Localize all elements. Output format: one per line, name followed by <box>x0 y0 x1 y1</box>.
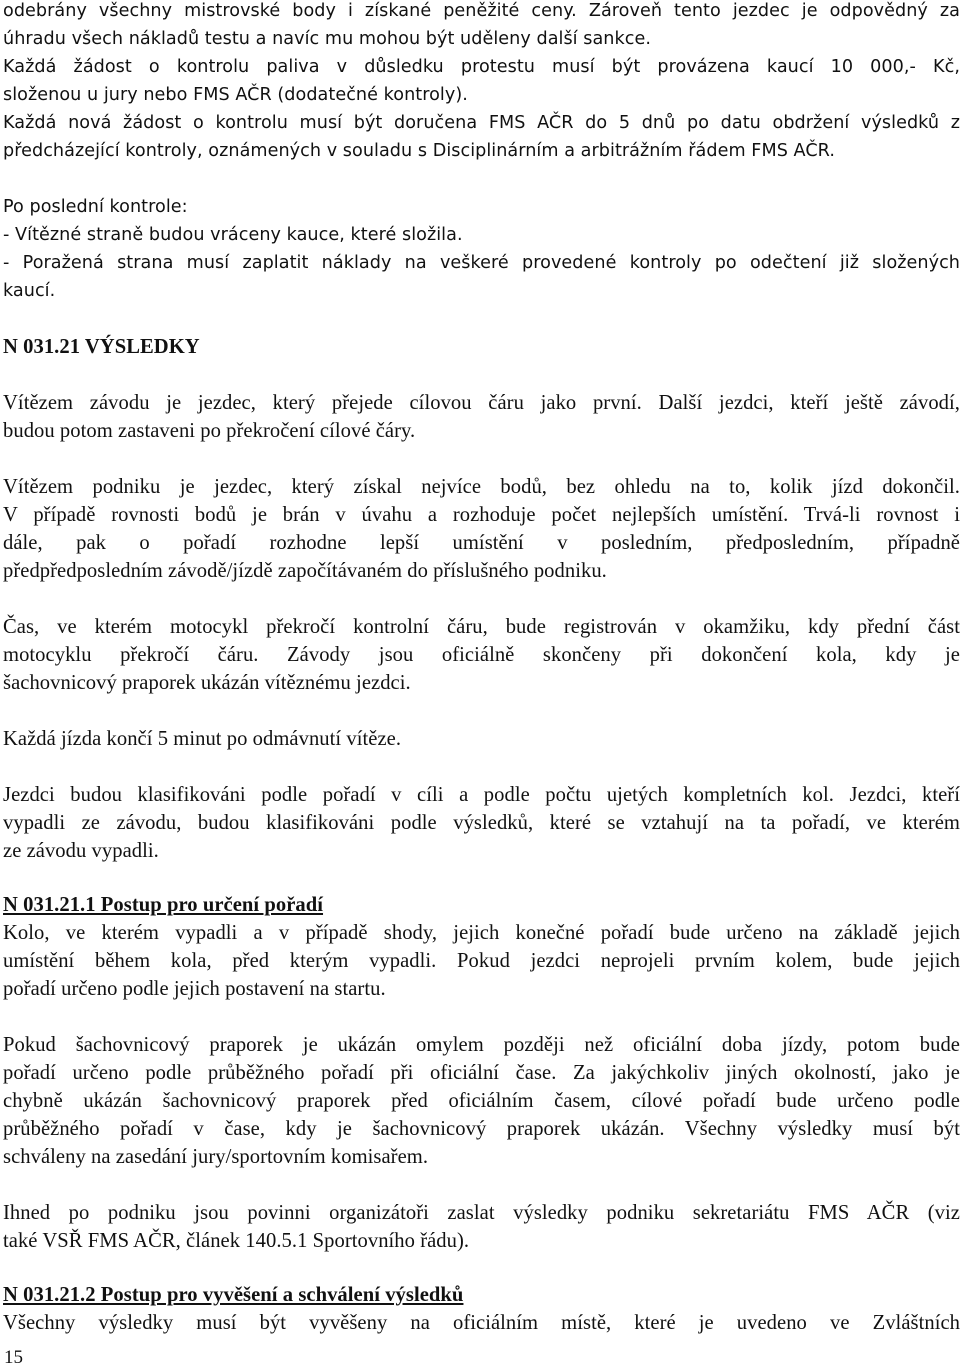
body-text-line: kaucí. <box>3 281 56 301</box>
body-text-line: složenou u jury nebo FMS AČR (dodatečné kontroly). <box>3 85 468 105</box>
body-text-line: pořadí určeno podle průběžného pořadí při oficiální čase. Za jakýchkoliv jiných okolností, jako je <box>3 1062 960 1084</box>
body-text-line: Všechny výsledky musí být vyvěšeny na oficiálním místě, které je uvedeno ve Zvláštních <box>3 1312 960 1334</box>
body-text-line: Po poslední kontrole: <box>3 197 188 217</box>
body-text-line: Pokud šachovnicový praporek je ukázán omylem později než oficiální doba jízdy, potom bude <box>3 1034 960 1056</box>
body-text-line: schváleny na zasedání jury/sportovním komisařem. <box>3 1146 429 1168</box>
body-text-line: umístění během kola, před kterým vypadli. Pokud jezdci neprojeli prvním kolem, bude jejich <box>3 950 960 972</box>
body-text-line: chybně ukázán šachovnicový praporek před oficiálním časem, cílové pořadí bude určeno podle <box>3 1090 960 1112</box>
body-text-line: Ihned po podniku jsou povinni organizátoři zaslat výsledky podniku sekretariátu FMS AČR (viz <box>3 1202 960 1224</box>
body-text-line: Čas, ve kterém motocykl překročí kontrolní čáru, bude registrován v okamžiku, kdy přední část <box>3 616 960 638</box>
body-text-line: ze závodu vypadli. <box>3 840 159 862</box>
body-text-line: Jezdci budou klasifikováni podle pořadí v cíli a podle počtu ujetých kompletních kol. Jezdci, kteří <box>3 784 960 806</box>
body-text-line: Vítězem závodu je jezdec, který přejede cílovou čáru jako první. Další jezdci, kteří ještě závodí, <box>3 392 960 414</box>
body-text-line: úhradu všech nákladů testu a navíc mu mohou být uděleny další sankce. <box>3 29 651 49</box>
body-text-line: také VSŘ FMS AČR, článek 140.5.1 Sportovního řádu). <box>3 1230 470 1252</box>
body-text-line: - Vítězné straně budou vráceny kauce, které složila. <box>3 225 463 245</box>
body-text-line: V případě rovnosti bodů je brán v úvahu a rozhoduje počet nejlepších umístění. Trvá-li rovnost i <box>3 504 960 526</box>
section-heading: N 031.21 VÝSLEDKY <box>3 336 200 358</box>
body-text-line: dále, pak o pořadí rozhodne lepší umístění v posledním, předposledním, případně <box>3 532 960 554</box>
body-text-line: šachovnicový praporek ukázán vítěznému jezdci. <box>3 672 411 694</box>
body-text-line: předpředposledním závodě/jízdě započítávaném do příslušného podniku. <box>3 560 607 582</box>
body-text-line: odebrány všechny mistrovské body i získané peněžité ceny. Zároveň tento jezdec je odpovědný za <box>3 1 960 21</box>
body-text-line: budou potom zastaveni po překročení cílové čáry. <box>3 420 416 442</box>
body-text-line: Každá nová žádost o kontrolu musí být doručena FMS AČR do 5 dnů po datu obdržení výsledků z <box>3 113 960 133</box>
body-text-line: Kolo, ve kterém vypadli a v případě shody, jejich konečné pořadí bude určeno na základě jejich <box>3 922 960 944</box>
body-text-line: pořadí určeno podle jejich postavení na startu. <box>3 978 386 1000</box>
body-text-line: motocyklu překročí čáru. Závody jsou oficiálně skončeny při dokončení kola, kdy je <box>3 644 960 666</box>
body-text-line: vypadli ze závodu, budou klasifikováni podle výsledků, které se vztahují na ta pořadí, ve kterém <box>3 812 960 834</box>
page-number: 15 <box>4 1347 23 1368</box>
body-text-line: Každá jízda končí 5 minut po odmávnutí vítěze. <box>3 728 402 750</box>
body-text-line: Každá žádost o kontrolu paliva v důsledku protestu musí být provázena kaucí 10 000,- Kč, <box>3 57 960 77</box>
body-text-line: průběžného pořadí v čase, kdy je šachovnicový praporek ukázán. Všechny výsledky musí být <box>3 1118 960 1140</box>
body-text-line: Vítězem podniku je jezdec, který získal nejvíce bodů, bez ohledu na to, kolik jízd dokončil. <box>3 476 960 498</box>
body-text-line: předcházející kontroly, oznámených v souladu s Disciplinárním a arbitrážním řádem FMS AČR. <box>3 141 835 161</box>
body-text-line: - Poražená strana musí zaplatit náklady na veškeré provedené kontroly po odečtení již složených <box>3 253 960 273</box>
subsection-heading: N 031.21.1 Postup pro určení pořadí <box>3 894 324 916</box>
subsection-heading: N 031.21.2 Postup pro vyvěšení a schválení výsledků <box>3 1284 464 1306</box>
